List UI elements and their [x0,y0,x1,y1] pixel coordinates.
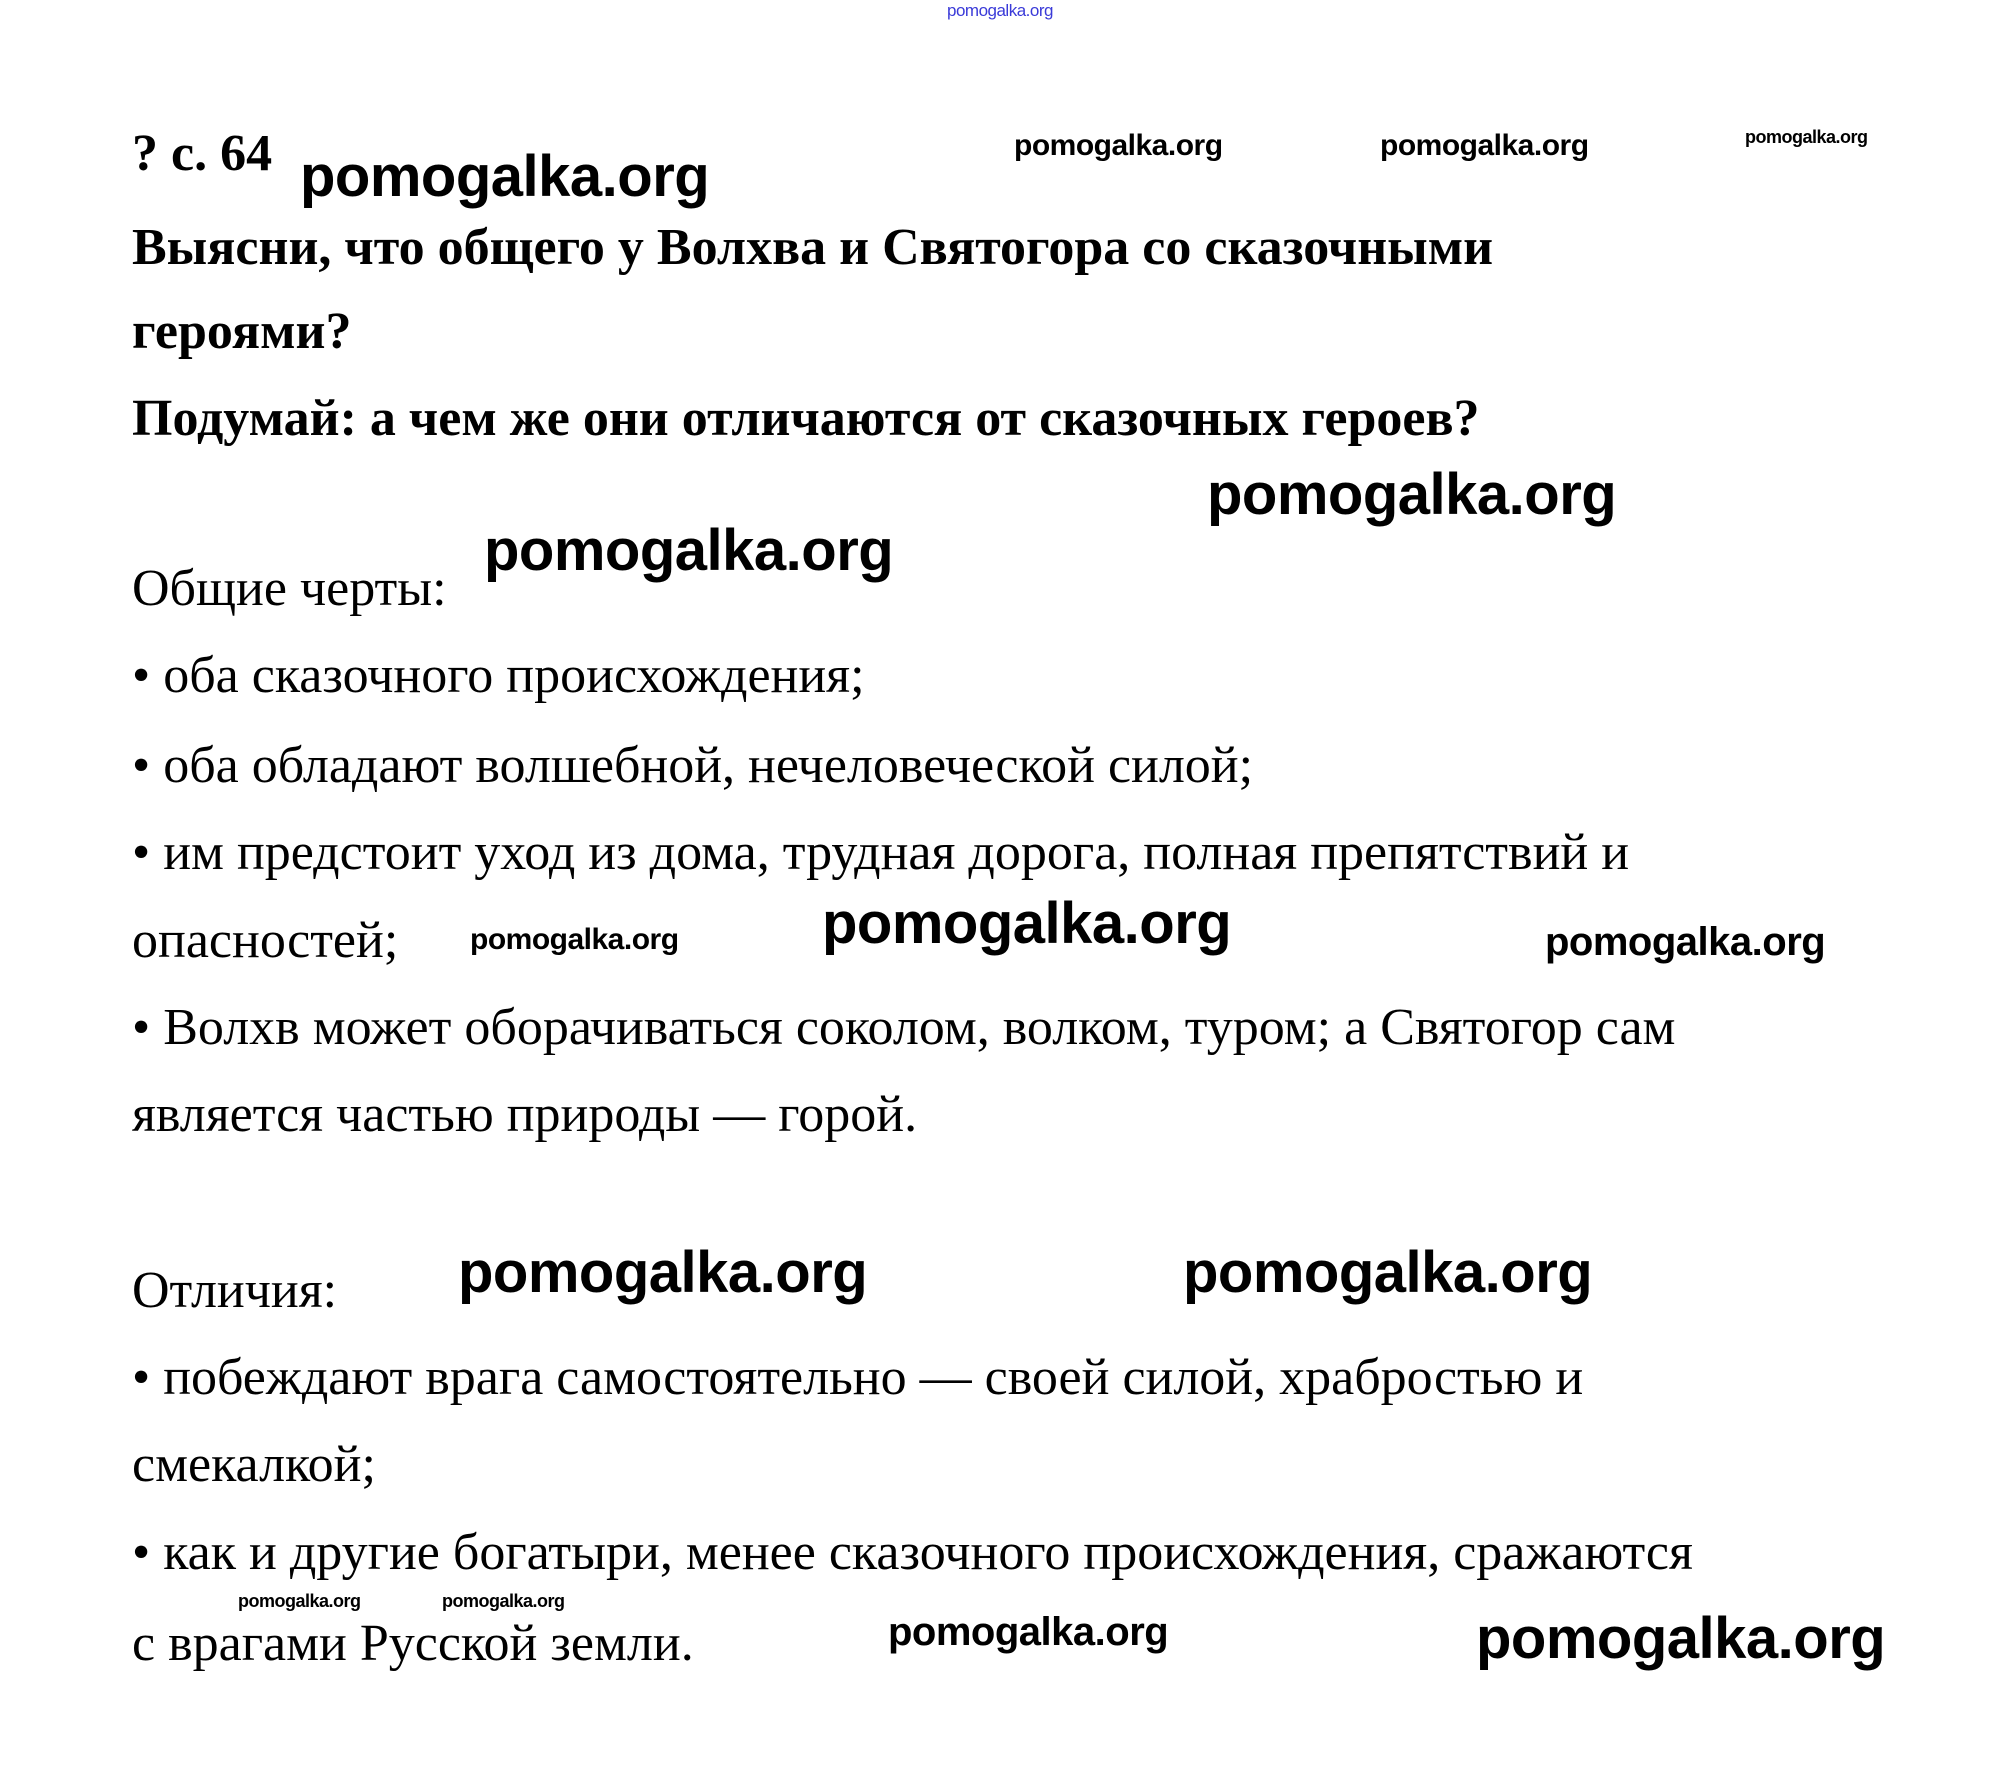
watermark: pomogalka.org [822,891,1232,956]
difference-line: смекалкой; [132,1436,376,1493]
watermark: pomogalka.org [1545,920,1826,964]
question-line: Выясни, что общего у Волхва и Святогора со сказочными [132,219,1494,276]
watermark: pomogalka.org [1183,1240,1593,1305]
watermark: pomogalka.org [1476,1606,1886,1671]
common-trait-line: • оба сказочного происхождения; [132,647,865,704]
common-traits-heading: Общие черты: [132,560,447,617]
watermark: pomogalka.org [1207,462,1617,527]
watermark-top[interactable]: pomogalka.org [947,1,1053,20]
watermark: pomogalka.org [238,1591,361,1611]
common-trait-line: опасностей; [132,912,399,969]
question-line: Подумай: а чем же они отличаются от сказочных героев? [132,390,1480,447]
watermark: pomogalka.org [458,1240,868,1305]
watermark: pomogalka.org [442,1591,565,1611]
difference-line: с врагами Русской земли. [132,1615,694,1672]
page-reference: ? с. 64 [132,125,273,182]
common-trait-line: является частью природы — горой. [132,1086,918,1143]
watermark: pomogalka.org [470,923,679,956]
watermark: pomogalka.org [484,518,894,583]
difference-line: • как и другие богатыри, менее сказочного происхождения, сражаются [132,1524,1693,1581]
watermark: pomogalka.org [300,144,710,209]
common-trait-line: • им предстоит уход из дома, трудная дорога, полная препятствий и [132,824,1630,881]
watermark: pomogalka.org [1380,129,1589,162]
common-trait-line: • оба обладают волшебной, нечеловеческой силой; [132,737,1254,794]
watermark: pomogalka.org [1014,129,1223,162]
common-trait-line: • Волхв может оборачиваться соколом, волком, туром; а Святогор сам [132,999,1676,1056]
question-line: героями? [132,303,352,360]
watermark: pomogalka.org [1745,127,1868,147]
difference-line: • побеждают врага самостоятельно — своей силой, храбростью и [132,1349,1584,1406]
watermark: pomogalka.org [888,1610,1169,1654]
differences-heading: Отличия: [132,1262,338,1319]
